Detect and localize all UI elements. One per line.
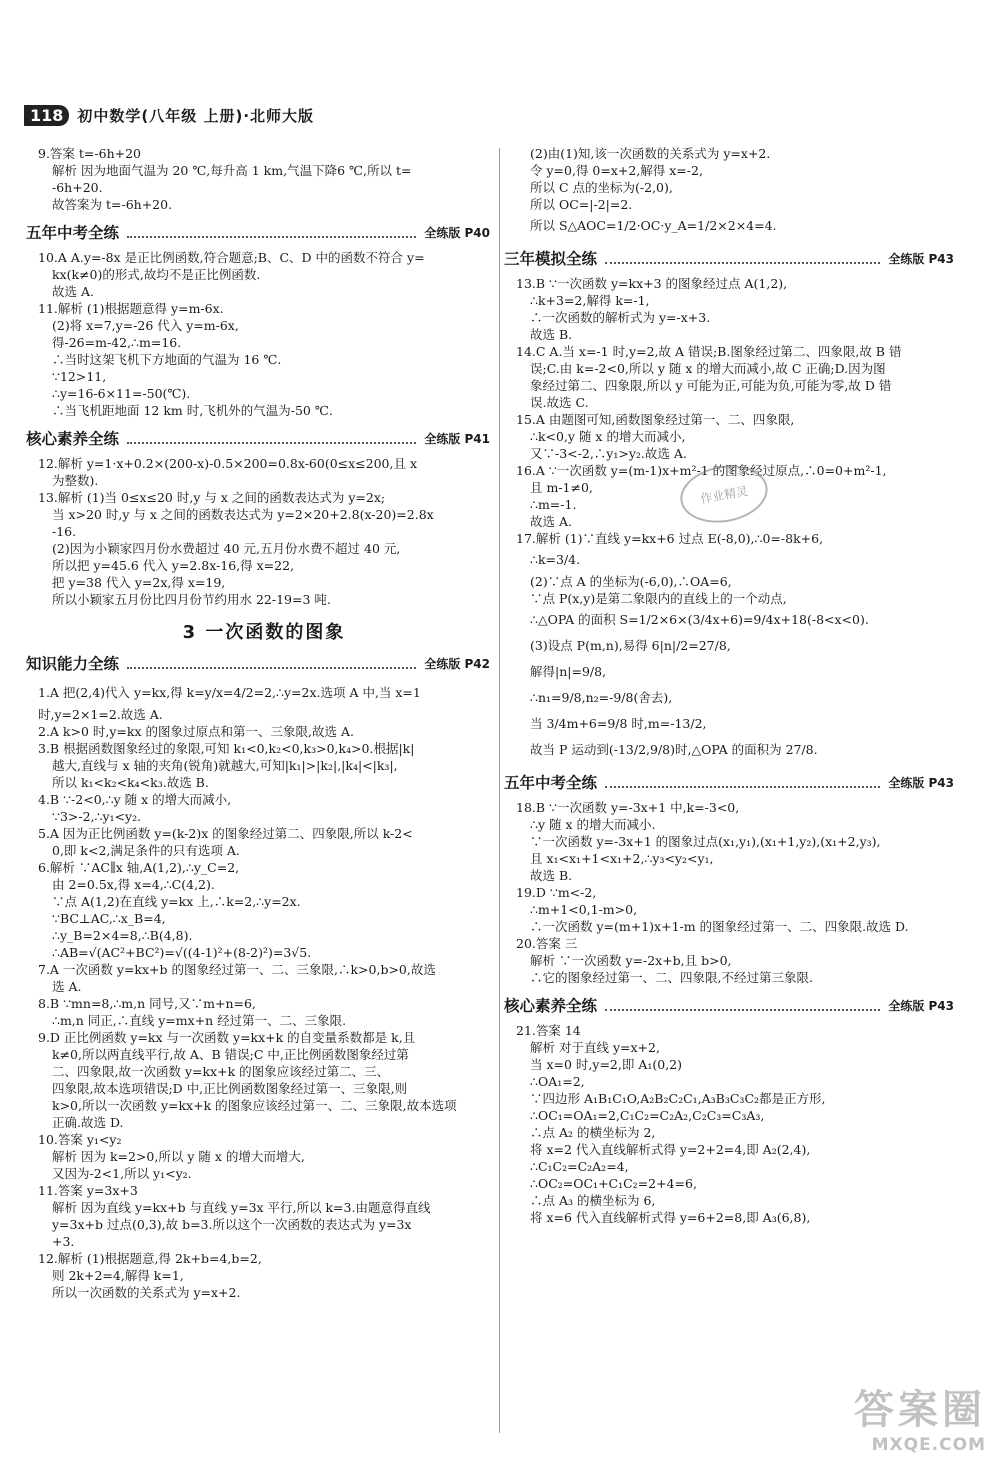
text-line: 11.答案 y=3x+3 bbox=[38, 1183, 138, 1198]
text-line: 所以 S△AOC=1/2·OC·y_A=1/2×2×4=4. bbox=[530, 218, 777, 233]
text-line: 解得|n|=9/8, bbox=[530, 664, 607, 679]
section-ref: 全练版 P43 bbox=[888, 775, 954, 790]
text-line: 令 y=0,得 0=x+2,解得 x=-2, bbox=[530, 163, 703, 178]
text-line: ∴OA₁=2, bbox=[530, 1074, 585, 1089]
text-line: ∴y_B=2×4=8,∴B(4,8). bbox=[52, 928, 193, 943]
text-line: 5.A 因为正比例函数 y=(k-2)x 的图象经过第二、四象限,所以 k-2< bbox=[38, 826, 413, 841]
text-line: 且 m-1≠0, bbox=[530, 480, 593, 495]
section-ref: 全练版 P43 bbox=[888, 251, 954, 266]
text-line: 3.B 根据函数图象经过的象限,可知 k₁<0,k₂<0,k₃>0,k₄>0.根据|k| bbox=[38, 741, 415, 756]
text-line: 所以把 y=45.6 代入 y=2.8x-16,得 x=22, bbox=[52, 558, 295, 573]
text-line: ∴它的图象经过第一、二、四象限,不经过第三象限. bbox=[530, 970, 813, 985]
text-line: 12.解析 (1)根据题意,得 2k+b=4,b=2, bbox=[38, 1251, 262, 1266]
text-line: ∴OC₂=OC₁+C₁C₂=2+4=6, bbox=[530, 1176, 697, 1191]
text-line: 15.A 由题图可知,函数图象经过第一、二、四象限, bbox=[516, 412, 795, 427]
text-line: ∴OC₁=OA₁=2,C₁C₂=C₂A₂,C₂C₃=C₃A₃, bbox=[530, 1108, 765, 1123]
section-header bbox=[26, 651, 490, 675]
text-line: k>0,所以一次函数 y=kx+k 的图象应该经过第一、二、三象限,故本选项 bbox=[52, 1098, 457, 1113]
text-line: 19.D ∵m<-2, bbox=[516, 885, 597, 900]
chapter-title: 3 一次函数的图象 bbox=[182, 622, 346, 643]
text-line: 又∵-3<-2,∴y₁>y₂.故选 A. bbox=[530, 446, 687, 461]
left-column bbox=[26, 145, 490, 1301]
text-line: 解析 因为直线 y=kx+b 与直线 y=3x 平行,所以 k=3.由题意得直线 bbox=[52, 1200, 431, 1215]
text-line: 2.A k>0 时,y=kx 的图象过原点和第一、三象限,故选 A. bbox=[38, 724, 354, 739]
text-line: 所以 OC=|-2|=2. bbox=[530, 197, 633, 212]
dotted-leader bbox=[605, 777, 880, 788]
text-line: (3)设点 P(m,n),易得 6|n|/2=27/8, bbox=[530, 638, 731, 653]
page-number: 118 bbox=[24, 105, 69, 126]
text-line: ∴点 A₃ 的横坐标为 6, bbox=[530, 1193, 656, 1208]
text-line: ∵点 A(1,2)在直线 y=kx 上,∴k=2,∴y=2x. bbox=[52, 894, 301, 909]
text-line: ∴k=3/4. bbox=[530, 552, 581, 567]
text-line: 则 2k+2=4,解得 k=1, bbox=[52, 1268, 184, 1283]
text-line: 将 x=2 代入直线解析式得 y=2+2=4,即 A₂(2,4), bbox=[530, 1142, 811, 1157]
text-line: 选 A. bbox=[52, 979, 82, 994]
section-ref: 全练版 P40 bbox=[424, 225, 490, 240]
text-line: ∴当飞机距地面 12 km 时,飞机外的气温为-50 ℃. bbox=[52, 403, 333, 418]
watermark-url: MXQE.COM bbox=[871, 1435, 986, 1455]
text-line: 8.B ∵mn=8,∴m,n 同号,又∵m+n=6, bbox=[38, 996, 256, 1011]
text-line: 18.B ∵一次函数 y=-3x+1 中,k=-3<0, bbox=[516, 800, 740, 815]
text-line: (2)因为小颖家四月份水费超过 40 元,五月份水费不超过 40 元, bbox=[52, 541, 401, 556]
text-line: ∴AB=√(AC²+BC²)=√((4-1)²+(8-2)²)=3√5. bbox=[52, 945, 312, 960]
text-line: 正确.故选 D. bbox=[52, 1115, 124, 1130]
text-line: 13.B ∵一次函数 y=kx+3 的图象经过点 A(1,2), bbox=[516, 276, 788, 291]
dotted-leader bbox=[127, 658, 416, 669]
text-line: 12.解析 y=1·x+0.2×(200-x)-0.5×200=0.8x-60(0≤x≤200,且 x bbox=[38, 456, 418, 471]
text-line: 9.D 正比例函数 y=kx 与一次函数 y=kx+k 的自变量系数都是 k,且 bbox=[38, 1030, 416, 1045]
text-line: ∴C₁C₂=C₂A₂=4, bbox=[530, 1159, 629, 1174]
text-line: 故答案为 t=-6h+20. bbox=[52, 197, 173, 212]
text-line: 误;C.由 k=-2<0,所以 y 随 x 的增大而减小,故 C 正确;D.因为图 bbox=[530, 361, 886, 376]
text-line: (2)将 x=7,y=-26 代入 y=m-6x, bbox=[52, 318, 239, 333]
text-line: ∵12>11, bbox=[52, 369, 107, 384]
stamp-text: 作业精灵 bbox=[699, 483, 749, 506]
text-line: ∴y 随 x 的增大而减小. bbox=[530, 817, 656, 832]
text-line: 4.B ∵-2<0,∴y 随 x 的增大而减小, bbox=[38, 792, 232, 807]
section-ref: 全练版 P42 bbox=[424, 656, 490, 671]
text-line: ∴当时这架飞机下方地面的气温为 16 ℃. bbox=[52, 352, 282, 367]
text-line: ∴一次函数 y=(m+1)x+1-m 的图象经过第一、二、四象限.故选 D. bbox=[530, 919, 909, 934]
text-line: ∵3>-2,∴y₁<y₂. bbox=[52, 809, 142, 824]
section-header bbox=[504, 770, 954, 794]
text-line: 当 x=0 时,y=2,即 A₁(0,2) bbox=[530, 1057, 683, 1072]
section-title: 五年中考全练 bbox=[26, 224, 120, 242]
text-line: 10.答案 y₁<y₂ bbox=[38, 1132, 122, 1147]
text-line: 象经过第二、四象限,所以 y 可能为正,可能为负,可能为零,故 D 错 bbox=[530, 378, 892, 393]
text-line: ∵BC⊥AC,∴x_B=4, bbox=[52, 911, 166, 926]
text-line: 将 x=6 代入直线解析式得 y=6+2=8,即 A₃(6,8), bbox=[530, 1210, 811, 1225]
text-line: 解析 因为 k=2>0,所以 y 随 x 的增大而增大, bbox=[52, 1149, 305, 1164]
page-header bbox=[24, 104, 314, 126]
text-line: ∵一次函数 y=-3x+1 的图象过点(x₁,y₁),(x₁+1,y₂),(x₁+2,y₃), bbox=[530, 834, 881, 849]
text-line: 故选 A. bbox=[530, 514, 572, 529]
section-header bbox=[26, 220, 490, 244]
text-line: 故选 A. bbox=[52, 284, 94, 299]
text-line: 解析 因为地面气温为 20 ℃,每升高 1 km,气温下降6 ℃,所以 t= bbox=[52, 163, 412, 178]
text-line: 得-26=m-42,∴m=16. bbox=[52, 335, 182, 350]
text-line: 为整数). bbox=[52, 473, 99, 488]
book-title: 初中数学(八年级 上册)·北师大版 bbox=[77, 106, 315, 125]
watermark bbox=[854, 1378, 986, 1455]
section-title: 核心素养全练 bbox=[504, 997, 598, 1015]
text-line: ∵四边形 A₁B₁C₁O,A₂B₂C₂C₁,A₃B₃C₃C₂都是正方形, bbox=[530, 1091, 826, 1106]
dotted-leader bbox=[605, 253, 880, 264]
text-line: ∴点 A₂ 的横坐标为 2, bbox=[530, 1125, 656, 1140]
text-line: 20.答案 三 bbox=[516, 936, 578, 951]
text-line: ∵点 P(x,y)是第二象限内的直线上的一个动点, bbox=[530, 591, 787, 606]
text-line: 7.A 一次函数 y=kx+b 的图象经过第一、二、三象限,∴k>0,b>0,故选 bbox=[38, 962, 436, 977]
text-line: 6.解析 ∵AC∥x 轴,A(1,2),∴y_C=2, bbox=[38, 860, 240, 875]
text-line: 故选 B. bbox=[530, 868, 573, 883]
section-title: 五年中考全练 bbox=[504, 774, 598, 792]
text-line: ∴k+3=2,解得 k=-1, bbox=[530, 293, 650, 308]
text-line: 21.答案 14 bbox=[516, 1023, 581, 1038]
section-ref: 全练版 P43 bbox=[888, 998, 954, 1013]
text-line: 且 x₁<x₁+1<x₁+2,∴y₃<y₂<y₁, bbox=[530, 851, 714, 866]
text-line: 13.解析 (1)当 0≤x≤20 时,y 与 x 之间的函数表达式为 y=2x; bbox=[38, 490, 386, 505]
text-line: (2)∵点 A 的坐标为(-6,0),∴OA=6, bbox=[530, 574, 732, 589]
text-line: 误.故选 C. bbox=[530, 395, 589, 410]
section-header bbox=[504, 246, 954, 270]
text-line: (2)由(1)知,该一次函数的关系式为 y=x+2. bbox=[530, 146, 771, 161]
section-header bbox=[26, 426, 490, 450]
dotted-leader bbox=[605, 1000, 880, 1011]
text-line: 二、四象限,故一次函数 y=kx+k 的图象应该经过第二、三、 bbox=[52, 1064, 390, 1079]
text-line: 故选 B. bbox=[530, 327, 573, 342]
text-line: 解析 对于直线 y=x+2, bbox=[530, 1040, 660, 1055]
text-line: kx(k≠0)的形式,故均不是正比例函数. bbox=[52, 267, 261, 282]
text-line: ∴m+1<0,1-m>0, bbox=[530, 902, 638, 917]
text-line: -6h+20. bbox=[52, 180, 103, 195]
text-line: 解析 ∵一次函数 y=-2x+b,且 b>0, bbox=[530, 953, 732, 968]
text-line: 9.答案 t=-6h+20 bbox=[38, 146, 142, 161]
text-line: ∴m,n 同正,∴直线 y=mx+n 经过第一、二、三象限. bbox=[52, 1013, 347, 1028]
text-line: 所以小颖家五月份比四月份节约用水 22-19=3 吨. bbox=[52, 592, 331, 607]
text-line: 把 y=38 代入 y=2x,得 x=19, bbox=[52, 575, 226, 590]
text-line: ∴k<0,y 随 x 的增大而减小, bbox=[530, 429, 686, 444]
text-line: -16. bbox=[52, 524, 77, 539]
text-line: ∴y=16-6×11=-50(℃). bbox=[52, 386, 191, 401]
text-line: +3. bbox=[52, 1234, 75, 1249]
text-line: ∴△OPA 的面积 S=1/2×6×(3/4x+6)=9/4x+18(-8<x<0). bbox=[530, 612, 869, 627]
text-line: ∴n₁=9/8,n₂=-9/8(舍去), bbox=[530, 690, 673, 705]
text-line: 由 2=0.5x,得 x=4,∴C(4,2). bbox=[52, 877, 215, 892]
text-line: 16.A ∵一次函数 y=(m-1)x+m²-1 的图象经过原点,∴0=0+m²-1, bbox=[516, 463, 887, 478]
text-line: 故当 P 运动到(-13/2,9/8)时,△OPA 的面积为 27/8. bbox=[530, 742, 818, 757]
text-line: y=3x+b 过点(0,3),故 b=3.所以这个一次函数的表达式为 y=3x bbox=[52, 1217, 412, 1232]
text-line: 又因为-2<1,所以 y₁<y₂. bbox=[52, 1166, 192, 1181]
text-line: 所以一次函数的关系式为 y=x+2. bbox=[52, 1285, 241, 1300]
dotted-leader bbox=[127, 433, 416, 444]
text-line: ∴一次函数的解析式为 y=-x+3. bbox=[530, 310, 711, 325]
text-line: 10.A A.y=-8x 是正比例函数,符合题意;B、C、D 中的函数不符合 y= bbox=[38, 250, 425, 265]
text-line: 所以 k₁<k₂<k₄<k₃.故选 B. bbox=[52, 775, 209, 790]
watermark-title: 答案圈 bbox=[854, 1387, 986, 1433]
text-line: 1.A 把(2,4)代入 y=kx,得 k=y/x=4/2=2,∴y=2x.选项 A 中,当 x=1 bbox=[38, 685, 421, 700]
section-header bbox=[504, 993, 954, 1017]
text-line: 越大,直线与 x 轴的夹角(锐角)就越大,可知|k₁|>|k₂|,|k₄|<|k₃|, bbox=[52, 758, 398, 773]
text-line: 当 3/4m+6=9/8 时,m=-13/2, bbox=[530, 716, 707, 731]
text-line: 所以 C 点的坐标为(-2,0), bbox=[530, 180, 673, 195]
dotted-leader bbox=[127, 227, 416, 238]
text-line: 时,y=2×1=2.故选 A. bbox=[38, 707, 163, 722]
text-line: 17.解析 (1)∵直线 y=kx+6 过点 E(-8,0),∴0=-8k+6, bbox=[516, 531, 824, 546]
text-line: ∴m=-1. bbox=[530, 497, 577, 512]
section-ref: 全练版 P41 bbox=[424, 431, 490, 446]
text-line: k≠0,所以两直线平行,故 A、B 错误;C 中,正比例函数图象经过第 bbox=[52, 1047, 409, 1062]
text-line: 11.解析 (1)根据题意得 y=m-6x. bbox=[38, 301, 224, 316]
text-line: 四象限,故本选项错误;D 中,正比例函数图象经过第一、三象限,则 bbox=[52, 1081, 408, 1096]
column-divider bbox=[499, 148, 500, 1433]
section-title: 三年模拟全练 bbox=[504, 250, 598, 268]
section-title: 核心素养全练 bbox=[26, 430, 120, 448]
text-line: 当 x>20 时,y 与 x 之间的函数表达式为 y=2×20+2.8(x-20)=2.8x bbox=[52, 507, 434, 522]
right-column bbox=[504, 145, 954, 1226]
text-line: 0,即 k<2,满足条件的只有选项 A. bbox=[52, 843, 240, 858]
section-title: 知识能力全练 bbox=[26, 655, 120, 673]
text-line: 14.C A.当 x=-1 时,y=2,故 A 错误;B.图象经过第二、四象限,故 B 错 bbox=[516, 344, 902, 359]
